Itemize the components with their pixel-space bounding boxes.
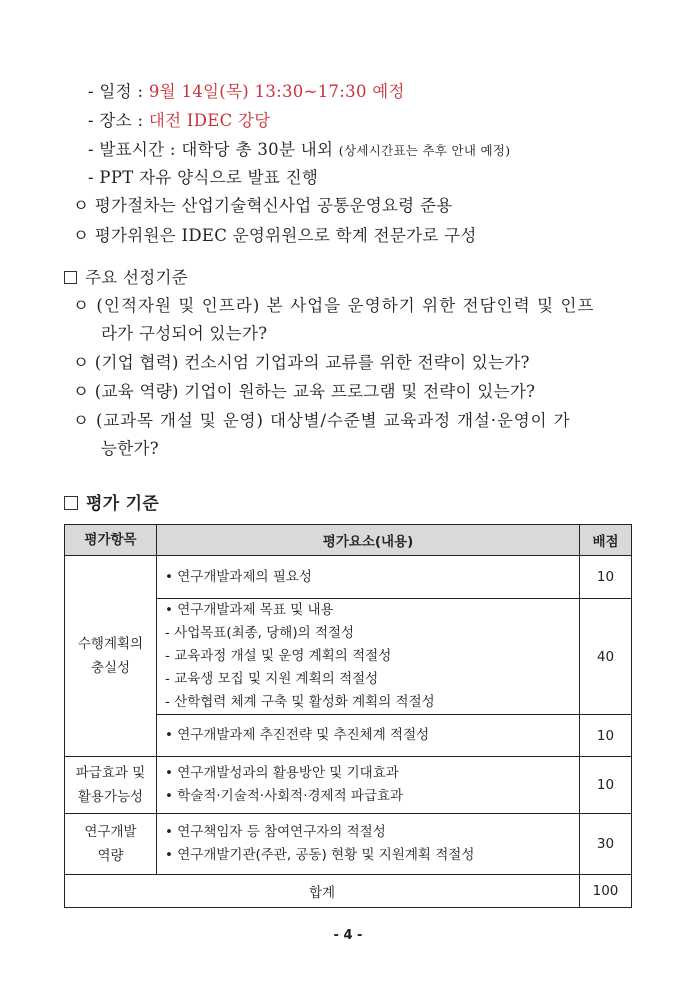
category-line: 연구개발	[84, 824, 137, 840]
category-line: 충실성	[90, 660, 131, 676]
schedule-time-note: (상세시간표는 추후 안내 예정)	[338, 143, 511, 158]
element-subline: - 교육생 모집 및 지원 계획의 적절성	[165, 671, 379, 687]
criteria-heading-text: 주요 선정기준	[85, 268, 188, 287]
criteria-item-cont: 라가 구성되어 있는가?	[101, 324, 268, 343]
category-line: 활용가능성	[77, 789, 144, 805]
element-line: • 연구개발과제 목표 및 내용	[165, 602, 334, 618]
evaluation-heading	[64, 494, 159, 514]
page-number: - 4 -	[333, 928, 363, 943]
total-label: 합계	[65, 875, 580, 908]
table-row	[65, 814, 632, 875]
note-procedure: ㅇ 평가절차는 산업기술혁신사업 공통운영요령 준용	[73, 196, 453, 215]
note-evaluators: ㅇ 평가위원은 IDEC 운영위원으로 학계 전문가로 구성	[73, 226, 477, 245]
score-cell: 10	[580, 556, 632, 599]
category-cell	[65, 757, 157, 814]
total-score: 100	[580, 875, 632, 908]
header-category: 평가항목	[65, 525, 157, 556]
criteria-item: ㅇ (교육 역량) 기업이 원하는 교육 프로그램 및 전략이 있는가?	[73, 382, 536, 401]
score-cell: 10	[580, 757, 632, 814]
table-header-row	[65, 525, 632, 556]
element-cell	[157, 715, 580, 757]
category-cell	[65, 556, 157, 757]
header-elements: 평가요소(내용)	[157, 525, 580, 556]
element-line: • 연구개발성과의 활용방안 및 기대효과	[165, 765, 399, 781]
score-cell: 30	[580, 814, 632, 875]
schedule-date	[88, 82, 405, 102]
element-subline: - 산학협력 체계 구축 및 활성화 계획의 적절성	[165, 694, 435, 710]
element-cell	[157, 599, 580, 715]
element-line: • 학술적·기술적·사회적·경제적 파급효과	[165, 788, 404, 804]
table-row	[65, 556, 632, 599]
schedule-ppt: - PPT 자유 양식으로 발표 진행	[88, 168, 319, 187]
checkbox-square-icon	[64, 271, 77, 284]
criteria-item: ㅇ (기업 협력) 컨소시엄 기업과의 교류를 위한 전략이 있는가?	[73, 353, 530, 372]
table-total-row	[65, 875, 632, 908]
category-line: 파급효과 및	[75, 765, 146, 781]
element-line: • 연구개발과제의 필요성	[165, 568, 312, 585]
criteria-item: ㅇ (인적자원 및 인프라) 본 사업을 운영하기 위한 전담인력 및 인프	[73, 296, 595, 315]
criteria-item-cont: 능한가?	[101, 439, 159, 458]
header-score: 배점	[580, 525, 632, 556]
table-row	[65, 757, 632, 814]
schedule-place-value: 대전 IDEC 강당	[148, 111, 271, 130]
evaluation-heading-text: 평가 기준	[86, 494, 160, 514]
schedule-time-label: - 발표시간 : 대학당 총 30분 내외	[88, 140, 339, 159]
schedule-time	[88, 140, 510, 161]
evaluation-table	[64, 524, 632, 908]
score-cell: 40	[580, 599, 632, 715]
criteria-heading	[64, 268, 188, 288]
element-line: • 연구개발기관(주관, 공동) 현황 및 지원계획 적절성	[165, 847, 475, 863]
category-cell	[65, 814, 157, 875]
element-line: • 연구개발과제 추진전략 및 추진체계 적절성	[165, 727, 430, 743]
schedule-date-value: 9월 14일(목) 13:30~17:30 예정	[148, 82, 405, 101]
element-subline: - 교육과정 개설 및 운영 계획의 적절성	[165, 648, 392, 664]
element-subline: - 사업목표(최종, 당해)의 적절성	[165, 625, 355, 641]
category-line: 역량	[97, 848, 124, 864]
element-line: • 연구책임자 등 참여연구자의 적절성	[165, 824, 386, 840]
element-cell	[157, 556, 580, 599]
schedule-place	[88, 111, 271, 131]
element-cell	[157, 814, 580, 875]
category-line: 수행계획의	[77, 636, 144, 652]
element-cell	[157, 757, 580, 814]
schedule-date-label: - 일정 :	[88, 82, 149, 101]
criteria-item: ㅇ (교과목 개설 및 운영) 대상별/수준별 교육과정 개설·운영이 가	[73, 411, 571, 430]
checkbox-square-icon	[64, 496, 78, 510]
score-cell: 10	[580, 715, 632, 757]
schedule-place-label: - 장소 :	[88, 111, 149, 130]
